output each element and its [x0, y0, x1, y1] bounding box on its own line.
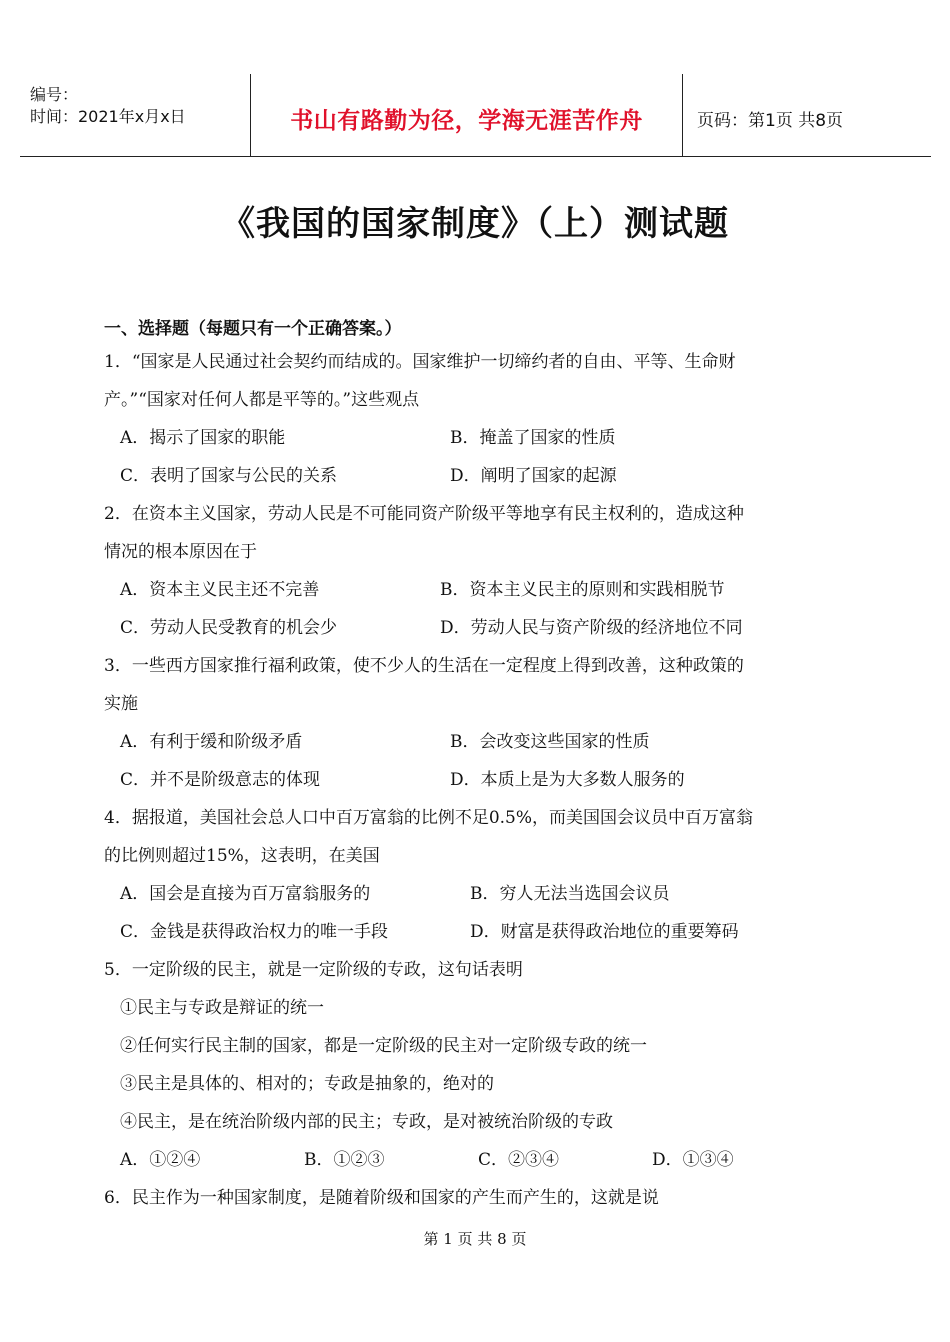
document-header	[20, 74, 931, 157]
option-d: D．①③④	[652, 1150, 734, 1170]
option-row	[104, 457, 849, 495]
option-b: B．会改变这些国家的性质	[450, 732, 650, 752]
option-d: D．本质上是为大多数人服务的	[450, 770, 685, 790]
option-d: D．劳动人民与资产阶级的经济地位不同	[440, 618, 743, 638]
option-row	[104, 761, 849, 799]
question-text: 产。”“国家对任何人都是平等的。”这些观点	[104, 390, 420, 410]
option-a: A．国会是直接为百万富翁服务的	[120, 884, 371, 904]
option-row	[104, 875, 849, 913]
option-row	[104, 609, 849, 647]
statement-4: ④民主，是在统治阶级内部的民主；专政，是对被统治阶级的专政	[120, 1112, 613, 1132]
question-4	[104, 799, 849, 951]
option-c: C．金钱是获得政治权力的唯一手段	[120, 922, 389, 942]
question-text: 3．一些西方国家推行福利政策，使不少人的生活在一定程度上得到改善，这种政策的	[104, 656, 744, 676]
statement-2: ②任何实行民主制的国家，都是一定阶级的民主对一定阶级专政的统一	[120, 1036, 647, 1056]
option-a: A．资本主义民主还不完善	[120, 580, 320, 600]
option-a: A．有利于缓和阶级矛盾	[120, 732, 303, 752]
option-c: C．并不是阶级意志的体现	[120, 770, 321, 790]
option-b: B．资本主义民主的原则和实践相脱节	[440, 580, 725, 600]
number-label: 编号：	[30, 85, 79, 104]
time-label: 时间：2021年x月x日	[30, 107, 186, 126]
option-b: B．掩盖了国家的性质	[450, 428, 616, 448]
statement-1: ①民主与专政是辩证的统一	[120, 998, 324, 1018]
option-a: A．揭示了国家的职能	[120, 428, 286, 448]
option-row	[104, 913, 849, 951]
question-text: 2．在资本主义国家，劳动人民是不可能同资产阶级平等地享有民主权利的，造成这种	[104, 504, 744, 524]
question-6	[104, 1179, 849, 1217]
question-list	[104, 343, 849, 1217]
question-text: 5．一定阶级的民主，就是一定阶级的专政，这句话表明	[104, 960, 523, 980]
option-c: C．劳动人民受教育的机会少	[120, 618, 338, 638]
page-title: 《我国的国家制度》（上）测试题	[221, 204, 729, 244]
header-page-code: 页码：第1页 共8页	[697, 110, 844, 131]
header-motto: 书山有路勤为径，学海无涯苦作舟	[251, 74, 683, 156]
question-1	[104, 343, 849, 495]
option-d: D．阐明了国家的起源	[450, 466, 617, 486]
question-text: 情况的根本原因在于	[104, 542, 257, 562]
option-a: A．①②④	[120, 1150, 201, 1170]
option-b: B．①②③	[304, 1150, 385, 1170]
question-3	[104, 647, 849, 799]
page-footer: 第 1 页 共 8 页	[423, 1230, 527, 1248]
header-meta	[20, 74, 251, 156]
option-row	[104, 571, 849, 609]
option-row	[104, 1141, 849, 1179]
question-text: 实施	[104, 694, 138, 714]
statement-3: ③民主是具体的、相对的；专政是抽象的，绝对的	[120, 1074, 494, 1094]
option-c: C．②③④	[478, 1150, 560, 1170]
option-b: B．穷人无法当选国会议员	[470, 884, 670, 904]
option-d: D．财富是获得政治地位的重要筹码	[470, 922, 739, 942]
section-heading: 一、选择题（每题只有一个正确答案。）	[104, 319, 402, 339]
question-text: 6．民主作为一种国家制度，是随着阶级和国家的产生而产生的，这就是说	[104, 1188, 659, 1208]
option-c: C．表明了国家与公民的关系	[120, 466, 338, 486]
option-row	[104, 419, 849, 457]
question-text: 4．据报道，美国社会总人口中百万富翁的比例不足0.5%，而美国国会议员中百万富翁	[104, 808, 754, 828]
option-row	[104, 723, 849, 761]
question-text: 的比例则超过15%，这表明，在美国	[104, 846, 380, 866]
question-2	[104, 495, 849, 647]
question-5	[104, 951, 849, 1179]
question-text: 1．“国家是人民通过社会契约而结成的。国家维护一切缔约者的自由、平等、生命财	[104, 352, 736, 372]
